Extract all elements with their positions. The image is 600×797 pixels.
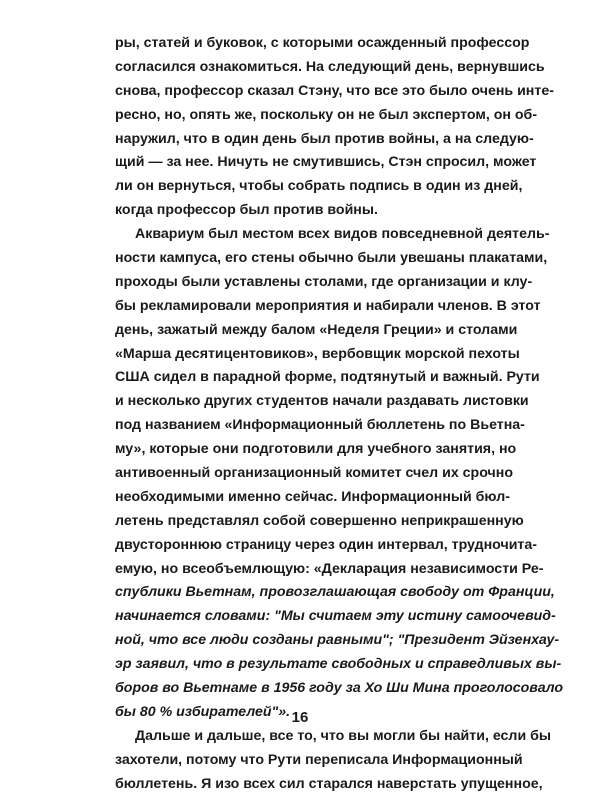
text-line: необходимыми именно сейчас. Информационный бюл- — [115, 488, 510, 505]
text-line: антивоенный организационный комитет счел их срочно — [115, 465, 513, 482]
text-line: бы 80 % избирателей"». — [115, 703, 291, 720]
text-line: спублики Вьетнам, провозглашающая свободу от Франции, — [115, 584, 555, 601]
text-line: боров во Вьетнаме в 1956 году за Хо Ши Мина проголосовало — [115, 680, 564, 697]
text-line: «Марша десятицентовиков», вербовщик морской пехоты — [115, 345, 520, 362]
text-line: бы рекламировали мероприятия и набирали членов. В этот — [115, 297, 541, 314]
text-line: когда профессор был против войны. — [115, 202, 378, 219]
text-line: под названием «Информационный бюллетень по Вьетна- — [115, 417, 525, 434]
text-line: ли он вернуться, чтобы собрать подпись в один из дней, — [115, 178, 523, 195]
text-line: му», которые они подготовили для учебного занятия, но — [115, 441, 517, 458]
text-line: наружил, что в один день был против войны, а на следую- — [115, 130, 534, 147]
text-line: ресно, но, опять же, поскольку он не был экспертом, он об- — [115, 106, 538, 123]
text-line: день, зажатый между балом «Неделя Греции» и столами — [115, 321, 518, 338]
text-line: захотели, потому что Рути переписала Информационный — [115, 751, 523, 768]
text-line: США сидел в парадной форме, подтянутый и важный. Рути — [115, 369, 540, 386]
text-line: и несколько других студентов начали раздавать листовки — [115, 393, 529, 410]
text-line: эр заявил, что в результате свободных и справедливых вы- — [115, 656, 562, 673]
text-line: двустороннюю страницу через один интервал, трудночита- — [115, 536, 538, 553]
text-line: ной, что все люди созданы равными"; "Президент Эйзенхау- — [115, 632, 560, 649]
text-line: бюллетень. Я изо всех сил старался наверстать упущенное, — [115, 775, 543, 792]
page-number: 16 — [291, 709, 309, 726]
text-line: снова, профессор сказал Стэну, что все это было очень инте- — [115, 82, 554, 99]
text-line: ности кампуса, его стены обычно были увешаны плакатами, — [115, 250, 548, 267]
text-line: согласился ознакомиться. На следующий день, вернувшись — [115, 58, 545, 75]
text-line: проходы были уставлены столами, где организации и клу- — [115, 273, 533, 290]
text-line: емую, но всеобъемлющую: «Декларация независимости Ре- — [115, 560, 544, 577]
text-line: Аквариум был местом всех видов повседневной деятель- — [135, 226, 550, 243]
body-text — [115, 32, 564, 797]
text-line: Дальше и дальше, все то, что вы могли бы найти, если бы — [135, 727, 551, 744]
text-line: ры, статей и буковок, с которыми осажденный профессор — [115, 35, 530, 51]
text-line: щий — за нее. Ничуть не смутившись, Стэн спросил, может — [115, 154, 537, 171]
text-line: начинается словами: "Мы считаем эту истину самоочевид- — [115, 608, 556, 625]
text-line: летень представлял собой совершенно неприкрашенную — [115, 512, 524, 529]
